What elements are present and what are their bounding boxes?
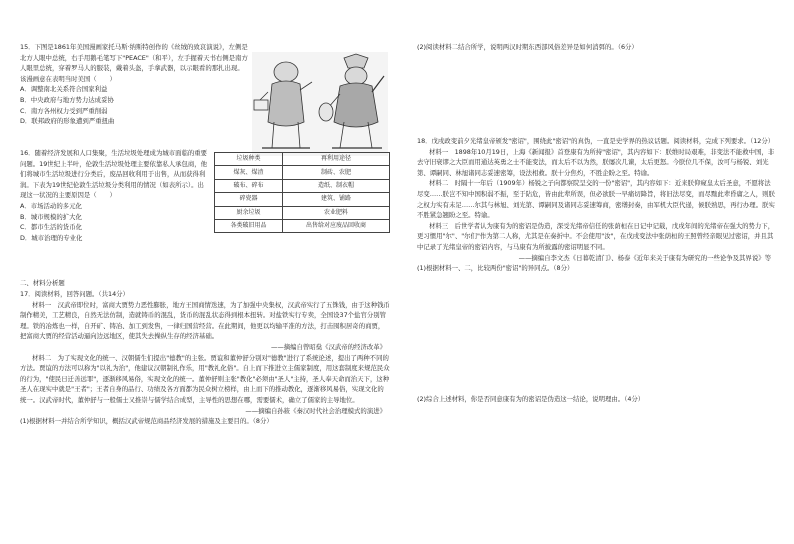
material-text: 为了实现文化的统一、汉朝儒生们提出"德教"的主张。贾谊和董仲舒分别对"德教"进行了系统论述，提出了两种不同的方法。贾谊的方法可以称为"以礼为治"，他建议汉朝制礼作乐，用"教礼化俗"。自上而下推进立主儒家制度，用这套制度来规范民众的行为，"使民日迁善远罪"，逐渐移风易俗，实现文化的统一。董仲舒则主张"教化"必须由"圣人"主持，圣人奉天命而治天下，这种圣人在现实中就是"王者"；王者自身的品行、功绩及各方面都为民众树立榜样，由上而下的推动教化，逐渐移风易俗，实现文化的统一。汉武帝时代，董仲舒与一般儒士又推崇与儒学结合成型，主导性的思想在哪，需要儒术，确立了儒家的主导地位。 [20, 353, 390, 404]
table-cell: 出售给对应废品回收商 [283, 219, 390, 232]
waste-table [214, 152, 390, 233]
table-cell: 再利用途径 [283, 153, 390, 166]
q17-sub-question-1: (1)根据材料一并结合所学知识，概括汉武帝规范商品经济发展的措施及主要目的。（8分） [20, 417, 273, 426]
q17-sub-question-2: (2)阅读材料二结合所学，说明两汉时期东西部风俗差异是如何消弭的。（6分） [417, 43, 638, 51]
q15-option-b: B．中央政府与地方势力达成妥协 [20, 95, 114, 104]
material-text: 后世学者认为康有为的密诏是伪造，深受光绪帝信任的张荫桓在日记中记载，戊戌年间的光绪帝在强大的势力下，更习惯用"尔"、"尔们"作为第二人称，尤其是在奏折中。不会使用"汝"，在戊戌变法中张荫桓的王照曾经亲眼见过密诏，并且其中记录了光绪皇帝的密诏内容，与马康有为所披露的密诏明显不同。 [417, 221, 775, 251]
q16-option-c: C．都市生活的货币化 [20, 223, 82, 232]
material-text: 时隔十一年后（1909年）杨锐之子向都察院呈交的一份"密诏"，其内容如下：近来朕仰窥皇太后圣意，不愿将法尽变……朕岂不知中国积弱不振，至于阽危，皆由此辈所误，但必欲朕一早痛切降旨，将旧法尽变，而尽黜此辈昏庸之人，则朕之权力实有未足……尔其与林旭、刘光第、谭嗣同及诸同志妥速筹商，密缮封奏，由军机大臣代递，候朕熟思，再行办理。朕实不胜紧急翘盼之至。特谕。 [417, 179, 775, 220]
material-label: 材料三 [429, 221, 449, 230]
q16-option-a: A．市场活动的多元化 [20, 201, 82, 210]
table-cell: 碎瓷器 [215, 193, 283, 206]
q17-material-2 [20, 353, 390, 406]
q18-sub-question-2: (2)综合上述材料，你是否同意康有为的密诏是伪造这一结论，说明理由。（4分） [417, 395, 645, 403]
q16-stem: 16．随着经济发展和人口集聚，生活垃圾处理成为城市面临的重要问题。19世纪上半叶，伦敦生活垃圾处理主要依靠私人承包商，他们将城市生活垃圾进行分类后，废品回收利用于出售，从而获得利润。下表为19世纪伦敦生活垃圾分类利用的情况（如表所示）。出现这一状况的主要原因是（ ） [20, 149, 208, 200]
q18-material-3 [417, 221, 775, 253]
table-cell: 建筑、铺路 [283, 193, 390, 206]
table-cell: 制砖、农肥 [283, 166, 390, 179]
cartoon-illustration [252, 52, 388, 156]
q17-source-2: ——摘编自孙筱《秦汉时代社会治理模式的演进》 [245, 406, 386, 415]
section-heading: 二、材料分析题 [20, 279, 65, 287]
q15-stem: 15．下图是1861年美国漫画家托马斯·纳斯特创作的《丝绒的致哀演说》，左侧是北方人眼中总统，右手用鹅毛笔写下"PEACE"（和平），左手握着天书右侧是南方人眼里总统，穿着罗马人的服装，戴着头盔，手拿武器，以示眼看的那扎出现。该漫画意在表明当时美国（ ） [20, 43, 248, 83]
q15-option-d: D．联邦政府的形象遭到严重扭曲 [20, 117, 115, 126]
q15-option-a: A．调整南北关系符合国家利益 [20, 85, 108, 94]
material-text: 1898年10月19日，上海《新闻报》首登康有为所持"密诏"，其内容如下：朕维时局艰难，非变法不能救中国，非去守旧衰谬之大臣而用通达英勇之士不能变法，而太后不以为然，朕屡次几谏，太后更怒。今朕位几不保，汝可与杨锐、刘光第、谭嗣同、林旭诸同志妥速密筹，设法相救。朕十分焦灼，不胜企盼之至。特谕。 [417, 147, 775, 177]
material-label: 材料一 [32, 300, 52, 309]
material-label: 材料二 [429, 179, 449, 188]
material-label: 材料一 [429, 147, 449, 156]
q16-option-d: D．城市治理的专业化 [20, 233, 83, 242]
table-row [215, 193, 390, 206]
q18-material-1 [417, 147, 775, 179]
q15-options [20, 84, 248, 126]
q17-stem: 17．阅读材料，回答问题。（共14分） [20, 290, 129, 298]
table-row [215, 179, 390, 192]
q17-material-1 [20, 300, 390, 342]
q17-source-1: ——摘编自曾昭燊《汉武帝的经济改革》 [270, 342, 386, 351]
question-17 [20, 289, 390, 427]
q18-sub-question-1: (1)根据材料一、二，比较两份"密诏"的异同点。（8分） [417, 264, 574, 273]
q18-material-2 [417, 178, 775, 220]
material-text: 汉武帝即位时，富商大贾势力恶性膨胀，地方王国商情迭速，为了加强中央集权，汉武帝实行了五铢钱，由于这种钱币制作精美，工艺精良，自然无法仿制，造就铸币的混乱，货币的混乱状态得到根本扭转。对盐铁实行专卖，全国设37个盐官分别管理。铁的冶炼也一样，自开矿、铸冶、加工到发售，一律归国营经营。在此期间，他更以均输平准的方法，打击囤积居奇的商贾，把富商大贾的经营活动逼向边远地区，使其失去操纵生存的经济基础。 [20, 300, 390, 341]
q18-source: ——摘编自李文杰《日暮乾清门》、杨泰《近年来关于康有为研究的一些论争及其界说》等 [518, 253, 771, 262]
table-cell: 各类破旧用品 [215, 219, 283, 232]
table-cell: 厨余垃圾 [215, 206, 283, 219]
table-row [215, 166, 390, 179]
q16-option-b: B．城市规模的扩大化 [20, 212, 82, 221]
table-cell: 造纸、制衣帽 [283, 179, 390, 192]
q15-option-c: C．南方各州权力受到严重削弱 [20, 106, 108, 115]
table-cell: 垃圾种类 [215, 153, 283, 166]
table-cell: 农业肥料 [283, 206, 390, 219]
table-row [215, 153, 390, 166]
material-label: 材料二 [32, 353, 52, 362]
question-18 [417, 136, 775, 274]
table-cell: 煤灰、煤渣 [215, 166, 283, 179]
table-row [215, 219, 390, 232]
q18-stem: 18．戊戌政变前夕光绪皇帝颁发"密诏"，围绕此"密诏"的真伪，一直是史学界的热议话题。阅读材料，完成下列要求。（12分） [417, 137, 775, 145]
table-cell: 破布、碎布 [215, 179, 283, 192]
table-row [215, 206, 390, 219]
